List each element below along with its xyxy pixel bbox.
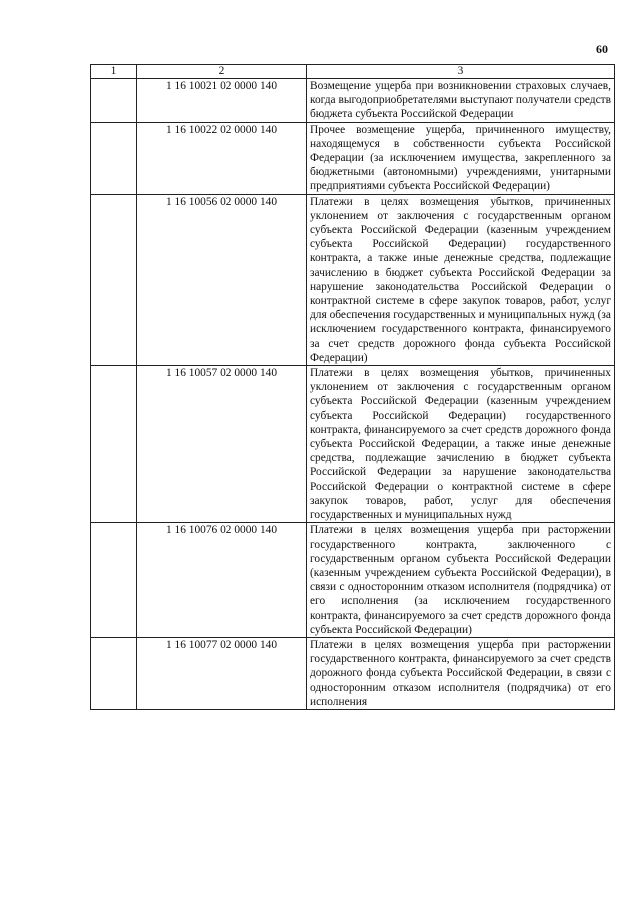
table-row — [91, 194, 615, 365]
classification-code: 1 16 10057 02 0000 140 — [137, 366, 307, 523]
column-header-1: 1 — [91, 65, 137, 79]
table-header-row — [91, 65, 615, 79]
code-description: Платежи в целях возмещения ущерба при расторжении государственного контракта, заключенного с государственным органом субъекта Российской Федерации (казенным учреждением субъекта Российской Федерации), в связи с односторонним отказом исполнителя (подрядчика) от его исполнения (за исключением государственного контракта, финансируемого за счет средств дорожного фонда субъекта Российской Федерации) — [307, 523, 615, 638]
row-index-cell — [91, 637, 137, 709]
row-index-cell — [91, 523, 137, 638]
page-number: 60 — [596, 42, 608, 56]
row-index-cell — [91, 194, 137, 365]
row-index-cell — [91, 122, 137, 194]
code-description: Платежи в целях возмещения ущерба при расторжении государственного контракта, финансируемого за счет средств дорожного фонда субъекта Российской Федерации, в связи с односторонним отказом исполнителя (подрядчика) от его исполнения — [307, 637, 615, 709]
code-description: Прочее возмещение ущерба, причиненного имуществу, находящемуся в собственности субъекта Российской Федерации (за исключением имущества, закрепленного за бюджетными (автономными) учреждениями, унитарными предприятиями субъекта Российской Федерации) — [307, 122, 615, 194]
table-row — [91, 366, 615, 523]
column-header-3: 3 — [307, 65, 615, 79]
table-row — [91, 122, 615, 194]
revenue-codes-table — [90, 64, 615, 710]
classification-code: 1 16 10022 02 0000 140 — [137, 122, 307, 194]
row-index-cell — [91, 366, 137, 523]
code-description: Платежи в целях возмещения убытков, причиненных уклонением от заключения с государственным органом субъекта Российской Федерации (казенным учреждением субъекта Российской Федерации) государственного контракта, а также иные денежные средства, подлежащие зачислению в бюджет субъекта Российской Федерации за нарушение законодательства Российской Федерации о контрактной системе в сфере закупок товаров, работ, услуг для обеспечения государственных и муниципальных нужд (за исключением государственного контракта, финансируемого за счет средств дорожного фонда субъекта Российской Федерации) — [307, 194, 615, 365]
classification-code: 1 16 10077 02 0000 140 — [137, 637, 307, 709]
table-row — [91, 523, 615, 638]
column-header-2: 2 — [137, 65, 307, 79]
code-description: Платежи в целях возмещения убытков, причиненных уклонением от заключения с государственным органом субъекта Российской Федерации (казенным учреждением субъекта Российской Федерации) государственного контракта, финансируемого за счет средств дорожного фонда субъекта Российской Федерации, а также иные денежные средства, подлежащие зачислению в бюджет субъекта Российской Федерации за нарушение законодательства Российской Федерации о контрактной системе в сфере закупок товаров, работ, услуг для обеспечения государственных и муниципальных нужд — [307, 366, 615, 523]
code-description: Возмещение ущерба при возникновении страховых случаев, когда выгодоприобретателями выступают получатели средств бюджета субъекта Российской Федерации — [307, 79, 615, 123]
table-row — [91, 79, 615, 123]
classification-code: 1 16 10021 02 0000 140 — [137, 79, 307, 123]
row-index-cell — [91, 79, 137, 123]
classification-code: 1 16 10076 02 0000 140 — [137, 523, 307, 638]
table-row — [91, 637, 615, 709]
classification-code: 1 16 10056 02 0000 140 — [137, 194, 307, 365]
